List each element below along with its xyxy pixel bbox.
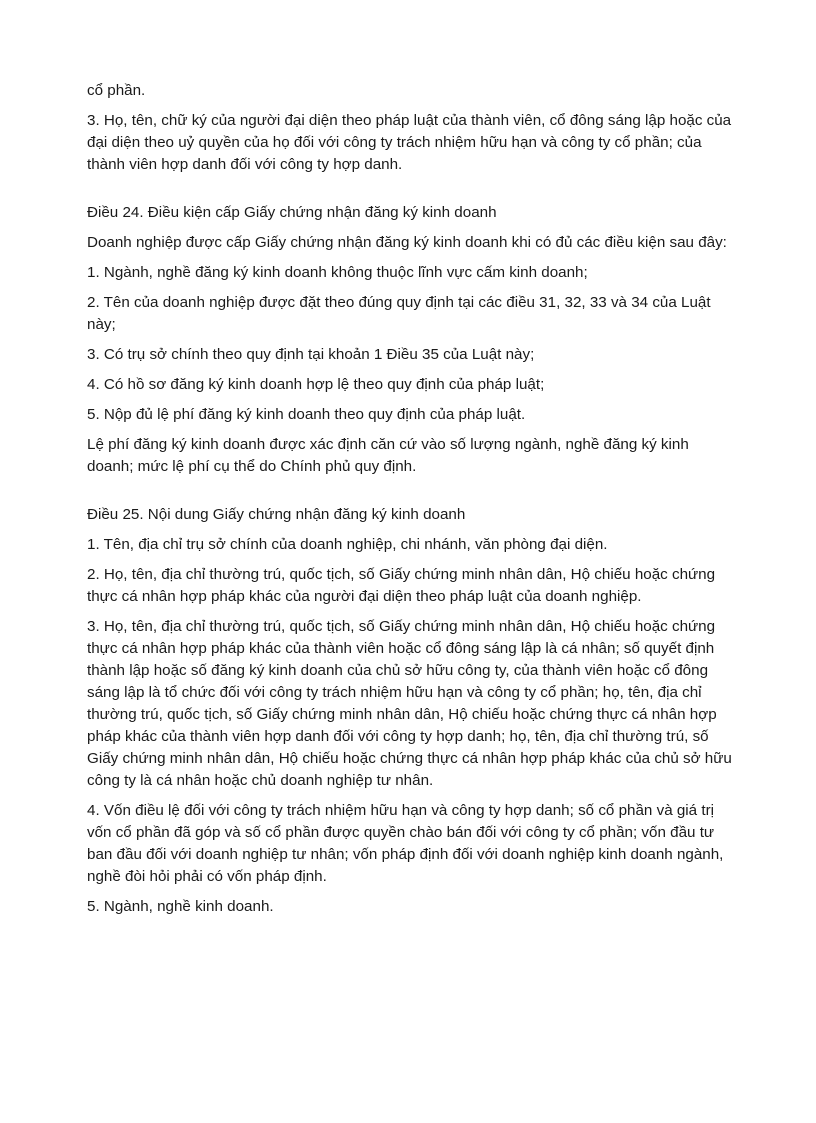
article-24-item: 1. Ngành, nghề đăng ký kinh doanh không thuộc lĩnh vực cấm kinh doanh; [87,264,588,281]
section-gap [87,486,737,504]
article-24-fee-note: Lệ phí đăng ký kinh doanh được xác định căn cứ vào số lượng ngành, nghề đăng ký kinh doanh; mức lệ phí cụ thể do Chính phủ quy định. [87,436,689,475]
article-25-item: 5. Ngành, nghề kinh doanh. [87,898,274,915]
continuation-text: cổ phần. [87,82,146,99]
article-24-item: 3. Có trụ sở chính theo quy định tại khoản 1 Điều 35 của Luật này; [87,346,535,363]
article-25-item: 1. Tên, địa chỉ trụ sở chính của doanh nghiệp, chi nhánh, văn phòng đại diện. [87,536,608,553]
article-25-item: 4. Vốn điều lệ đối với công ty trách nhiệm hữu hạn và công ty hợp danh; số cổ phần và giá trị vốn cổ phần đã góp và số cổ phần được quyền chào bán đối với công ty cổ phần; vốn đầu tư ban đầu đối với doanh nghiệp tư nhân; vốn pháp định đối với doanh nghiệp kinh doanh ngành, nghề đòi hỏi phải có vốn pháp định. [87,802,724,885]
article-25-item: 3. Họ, tên, địa chỉ thường trú, quốc tịch, số Giấy chứng minh nhân dân, Hộ chiếu hoặc chứng thực cá nhân hợp pháp khác của thành viên hoặc cổ đông sáng lập là cá nhân; số quyết định thành lập hoặc số đăng ký kinh doanh của chủ sở hữu công ty, của thành viên hoặc cổ đông sáng lập là tổ chức đối với công ty trách nhiệm hữu hạn và công ty cổ phần; họ, tên, địa chỉ thường trú, quốc tịch, số Giấy chứng minh nhân dân, Hộ chiếu hoặc chứng thực cá nhân hợp pháp khác của thành viên hợp danh đối với công ty hợp danh; họ, tên, địa chỉ thường trú, số Giấy chứng minh nhân dân, Hộ chiếu hoặc chứng thực cá nhân hợp pháp khác của chủ sở hữu công ty là cá nhân hoặc chủ doanh nghiệp tư nhân. [87,618,732,789]
article-24-item: 4. Có hồ sơ đăng ký kinh doanh hợp lệ theo quy định của pháp luật; [87,376,545,393]
article-24-item: 5. Nộp đủ lệ phí đăng ký kinh doanh theo quy định của pháp luật. [87,406,526,423]
article-25-item: 2. Họ, tên, địa chỉ thường trú, quốc tịch, số Giấy chứng minh nhân dân, Hộ chiếu hoặc chứng thực cá nhân hợp pháp khác của người đại diện theo pháp luật của doanh nghiệp. [87,566,716,605]
document-body [87,80,737,926]
article-24-intro: Doanh nghiệp được cấp Giấy chứng nhận đăng ký kinh doanh khi có đủ các điều kiện sau đây: [87,234,727,251]
section-gap [87,184,737,202]
article-24-item: 2. Tên của doanh nghiệp được đặt theo đúng quy định tại các điều 31, 32, 33 và 34 của Luật này; [87,294,711,333]
article-24-heading: Điều 24. Điều kiện cấp Giấy chứng nhận đăng ký kinh doanh [87,204,497,221]
clause-signature: 3. Họ, tên, chữ ký của người đại diện theo pháp luật của thành viên, cổ đông sáng lập hoặc của đại diện theo uỷ quyền của họ đối với công ty trách nhiệm hữu hạn và công ty cổ phần; của thành viên hợp danh đối với công ty hợp danh. [87,112,732,173]
article-25-heading: Điều 25. Nội dung Giấy chứng nhận đăng ký kinh doanh [87,506,466,523]
